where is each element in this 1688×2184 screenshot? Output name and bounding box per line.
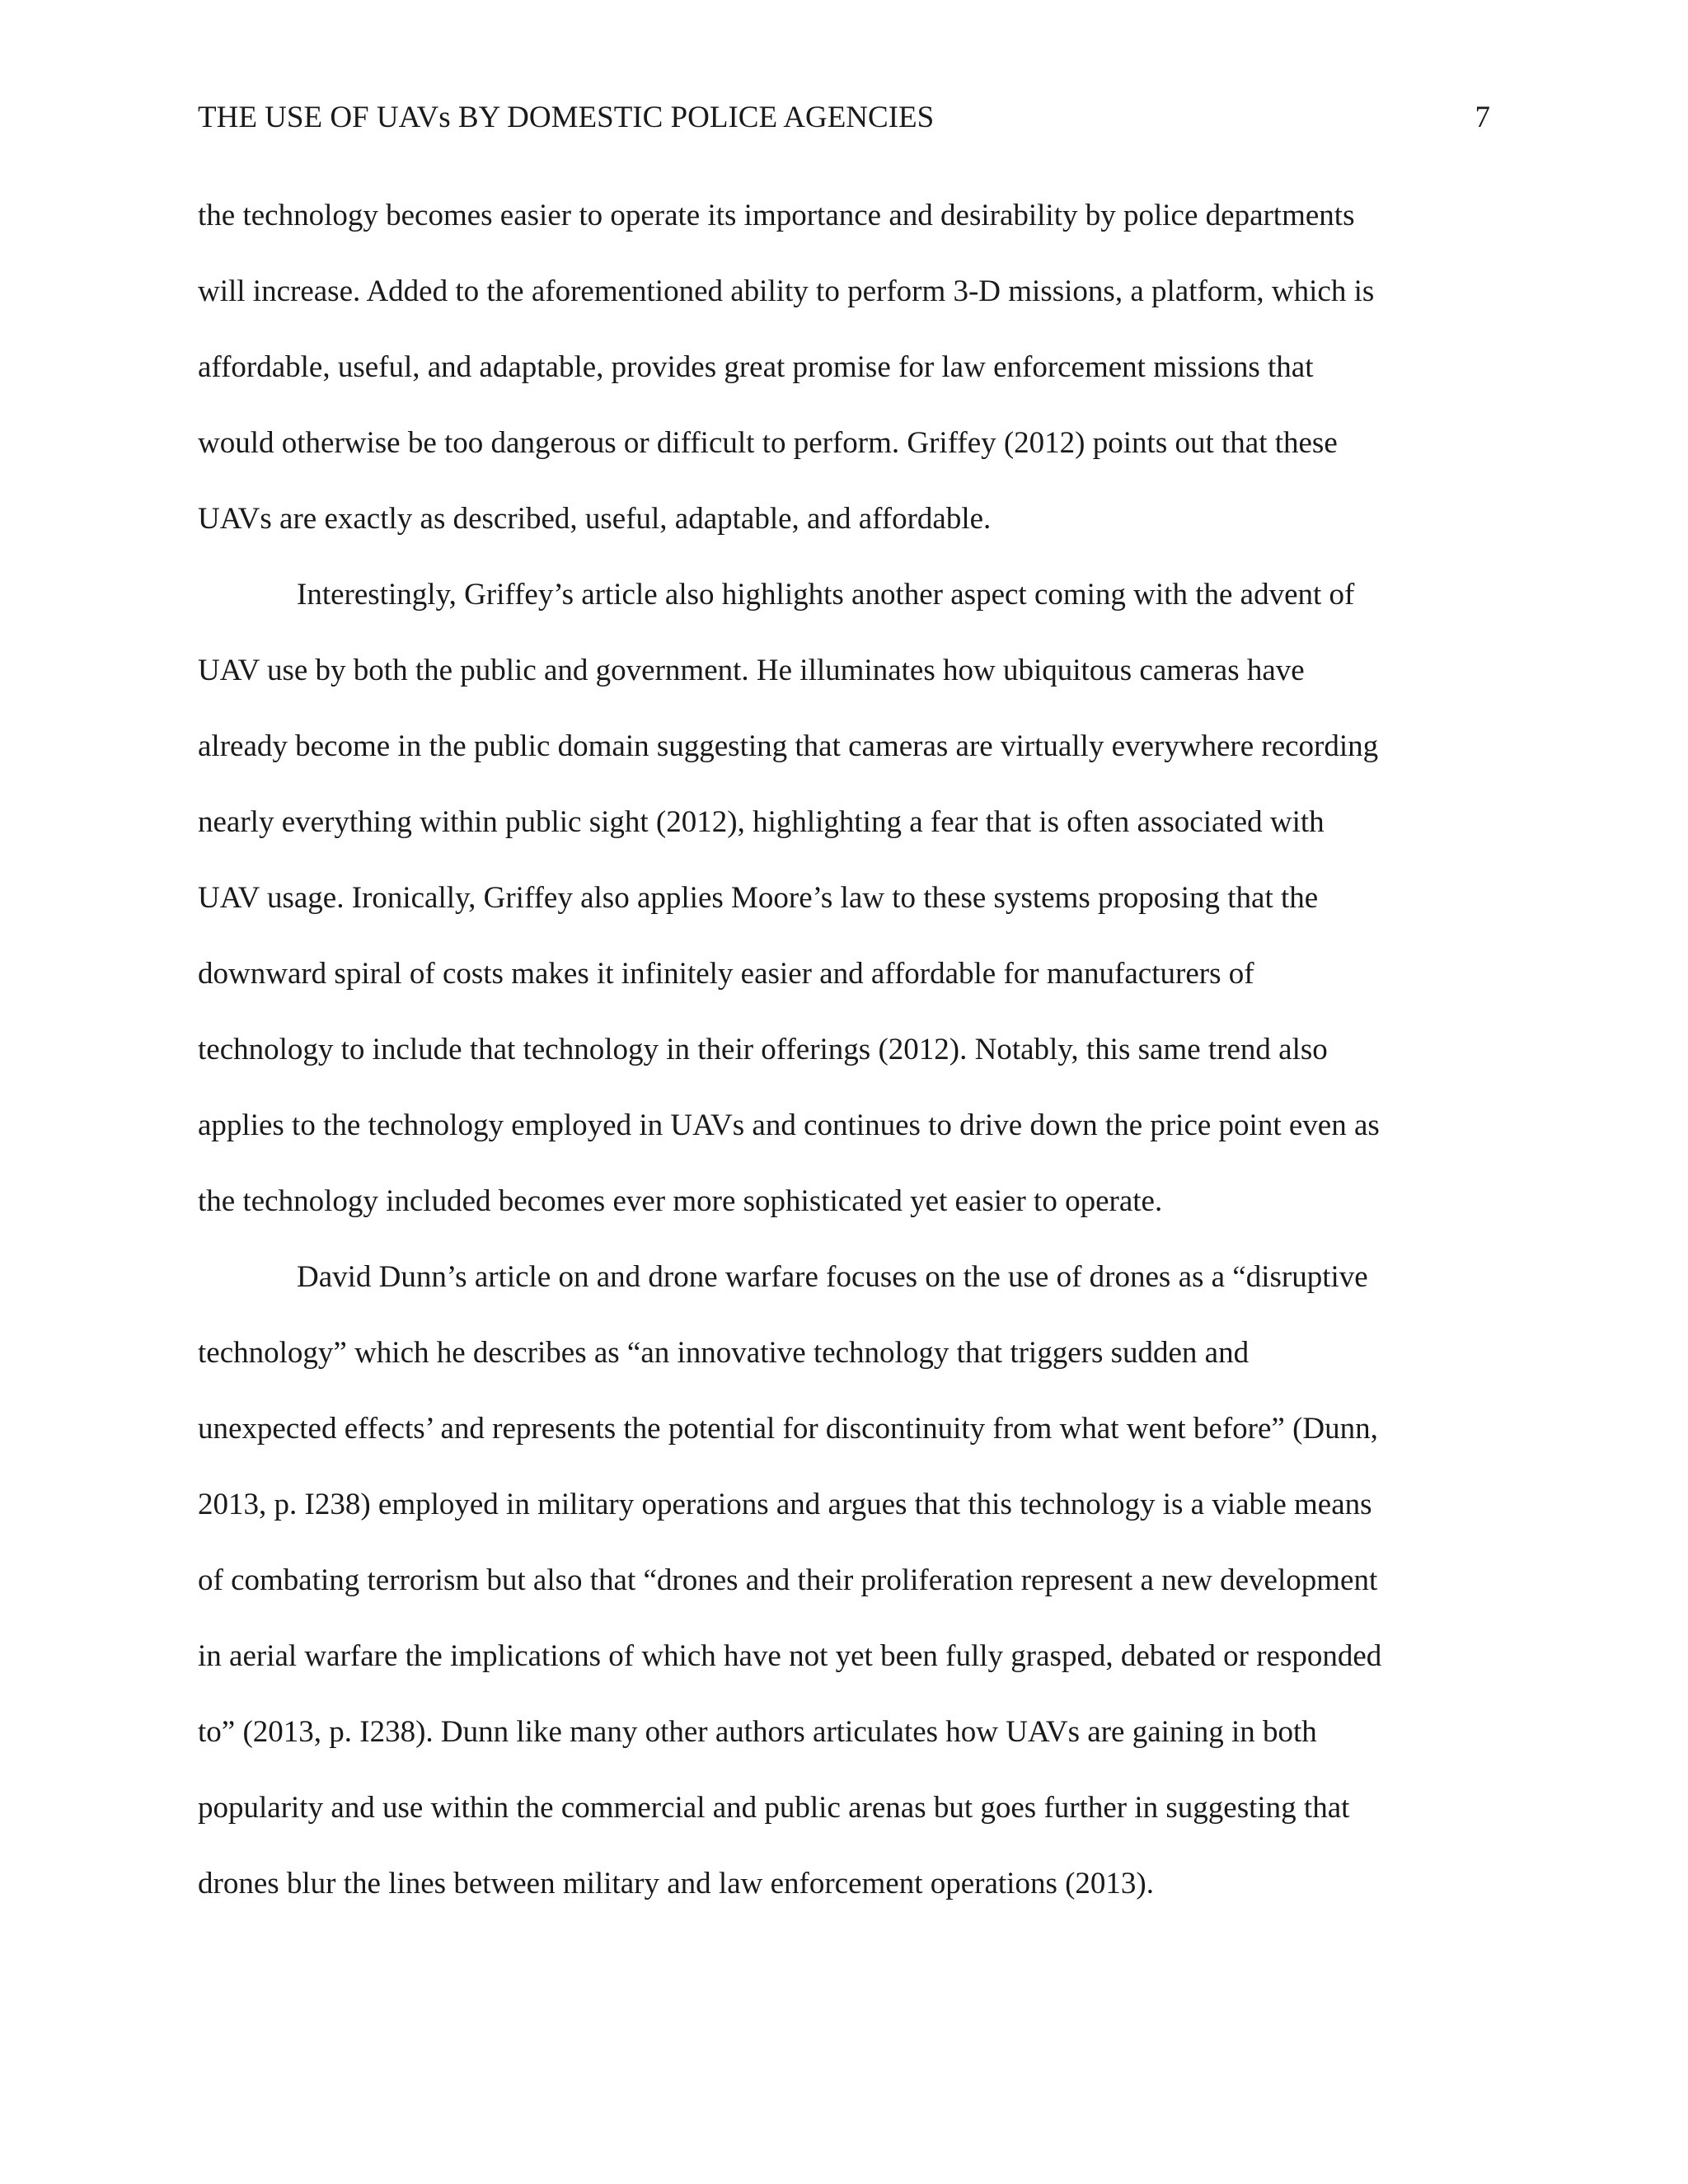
- text-line: downward spiral of costs makes it infinitely easier and affordable for manufacturers of: [198, 957, 1254, 991]
- text-line: in aerial warfare the implications of which have not yet been fully grasped, debated or responded: [198, 1639, 1382, 1673]
- text-line: nearly everything within public sight (2012), highlighting a fear that is often associated with: [198, 805, 1325, 839]
- text-line: UAVs are exactly as described, useful, adaptable, and affordable.: [198, 502, 992, 536]
- text-line: will increase. Added to the aforementioned ability to perform 3-D missions, a platform, which is: [198, 274, 1375, 308]
- text-line: applies to the technology employed in UAVs and continues to drive down the price point even as: [198, 1108, 1380, 1142]
- text-line: drones blur the lines between military and law enforcement operations (2013).: [198, 1867, 1154, 1900]
- body-text: [198, 193, 1500, 1937]
- text-line: Interestingly, Griffey’s article also highlights another aspect coming with the advent of: [297, 578, 1355, 612]
- text-line: technology” which he describes as “an innovative technology that triggers sudden and: [198, 1336, 1250, 1370]
- page-number: 7: [1475, 101, 1490, 134]
- text-line: would otherwise be too dangerous or difficult to perform. Griffey (2012) points out that these: [198, 426, 1338, 460]
- text-line: unexpected effects’ and represents the potential for discontinuity from what went before” (Dunn,: [198, 1412, 1378, 1446]
- text-line: UAV use by both the public and government. He illuminates how ubiquitous cameras have: [198, 654, 1305, 687]
- running-head-title: THE USE OF UAVs BY DOMESTIC POLICE AGENCIES: [198, 101, 935, 134]
- text-line: the technology becomes easier to operate its importance and desirability by police departments: [198, 199, 1355, 232]
- text-line: to” (2013, p. I238). Dunn like many other authors articulates how UAVs are gaining in both: [198, 1715, 1317, 1749]
- text-line: of combating terrorism but also that “drones and their proliferation represent a new development: [198, 1563, 1378, 1597]
- text-line: David Dunn’s article on and drone warfare focuses on the use of drones as a “disruptive: [297, 1260, 1368, 1294]
- text-line: 2013, p. I238) employed in military operations and argues that this technology is a viable means: [198, 1488, 1372, 1521]
- text-line: technology to include that technology in their offerings (2012). Notably, this same trend also: [198, 1033, 1328, 1066]
- text-line: affordable, useful, and adaptable, provides great promise for law enforcement missions that: [198, 350, 1314, 384]
- text-line: UAV usage. Ironically, Griffey also applies Moore’s law to these systems proposing that the: [198, 881, 1319, 915]
- text-line: the technology included becomes ever more sophisticated yet easier to operate.: [198, 1184, 1163, 1218]
- text-line: popularity and use within the commercial and public arenas but goes further in suggesting that: [198, 1791, 1350, 1825]
- running-head: [198, 97, 1490, 138]
- text-line: already become in the public domain suggesting that cameras are virtually everywhere recording: [198, 729, 1379, 763]
